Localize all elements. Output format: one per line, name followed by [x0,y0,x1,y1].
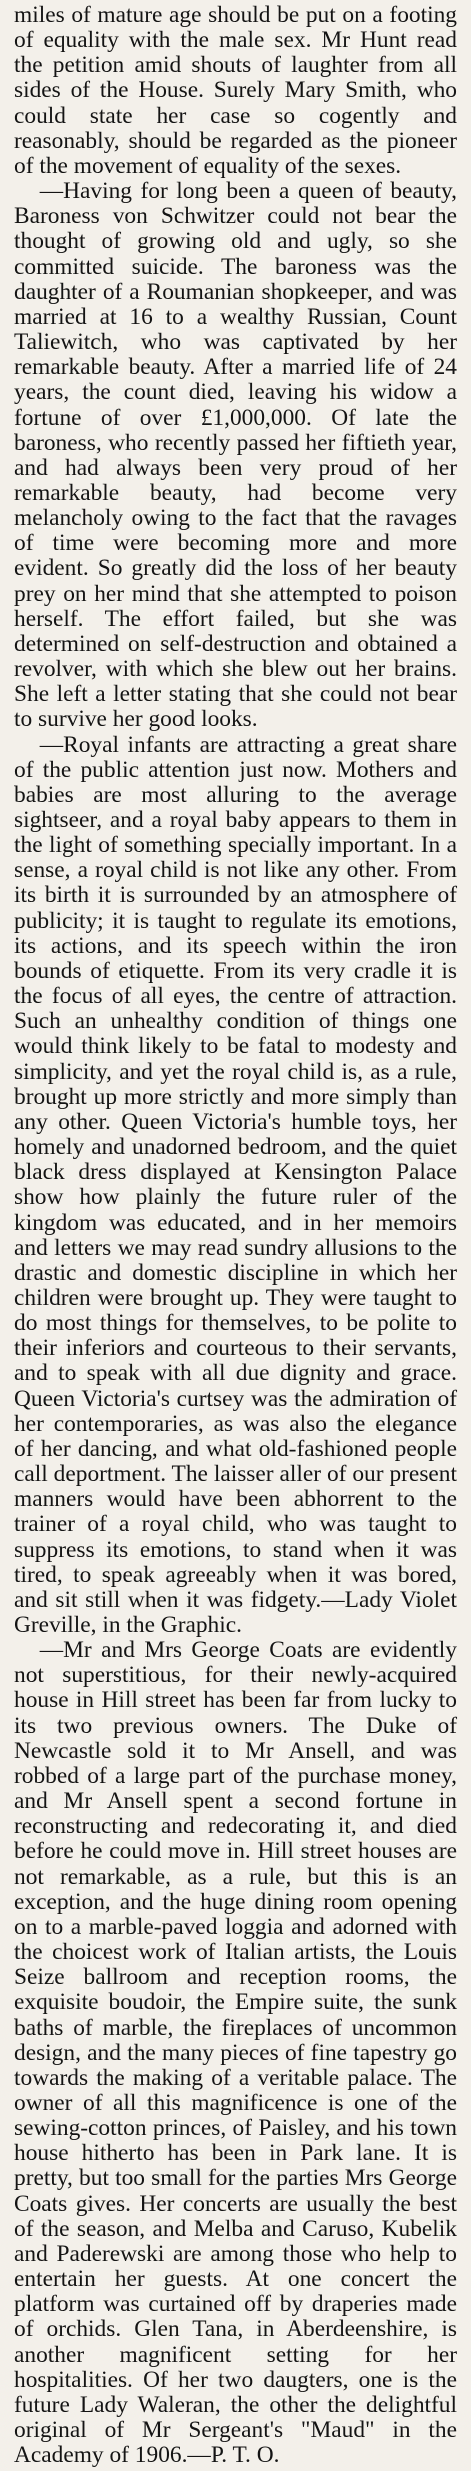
article-paragraph-suffrage-petition: miles of mature age should be put on a footing of equality with the male sex. Mr Hunt read the petition amid shouts of laughter from all sides of the House. Surely Mary Smith, who could state her case so cogently and reasonably, should be regarded as the pioneer of the movement of equality of the sexes. [14,2,457,179]
article-paragraph-george-coats-house: —Mr and Mrs George Coats are evidently not superstitious, for their newly-acquired house in Hill street has been far from lucky to its two previous owners. The Duke of Newcastle sold it to Mr Ansell, and was robbed of a large part of the purchase money, and Mr Ansell spent a second fortune in reconstructing and redecorating it, and died before he could move in. Hill street houses are not remarkable, as a rule, but this is an exception, and the huge dining room opening on to a marble-paved loggia and adorned with the choicest work of Italian artists, the Louis Seize ballroom and reception rooms, the exquisite boudoir, the Empire suite, the sunk baths of marble, the fireplaces of uncommon design, and the many pieces of fine tapestry go towards the making of a veritable palace. The owner of all this magnificence is one of the sewing-cotton princes, of Paisley, and his town house hitherto has been in Park lane. It is pretty, but too small for the parties Mrs George Coats gives. Her concerts are usually the best of the season, and Melba and Caruso, Kubelik and Paderewski are among those who help to entertain her guests. At one concert the platform was curtained off by draperies made of orchids. Glen Tana, in Aberdeenshire, is another magnificent setting for her hospitalities. Of her two daugters, one is the future Lady Waleran, the other the delightful original of Mr Sergeant's "Maud" in the Academy of 1906.—P. T. O. [14,1637,457,2469]
article-paragraph-baroness-von-schwitzer: —Having for long been a queen of beauty, Baroness von Schwitzer could not bear the thought of growing old and ugly, so she committed suicide. The baroness was the daughter of a Roumanian shopkeeper, and was married at 16 to a wealthy Russian, Count Taliewitch, who was captivated by her remarkable beauty. After a married life of 24 years, the count died, leaving his widow a fortune of over £1,000,000. Of late the baroness, who recently passed her fiftieth year, and had always been very proud of her remarkable beauty, had become very melancholy owing to the fact that the ravages of time were becoming more and more evident. So greatly did the loss of her beauty prey on her mind that she attempted to poison herself. The effort failed, but she was determined on self-destruction and obtained a revolver, with which she blew out her brains. She left a letter stating that she could not bear to survive her good looks. [14,178,457,733]
article-paragraph-royal-infants: —Royal infants are attracting a great share of the public attention just now. Mothers and babies are most alluring to the average sightseer, and a royal baby appears to them in the light of something specially important. In a sense, a royal child is not like any other. From its birth it is surrounded by an atmosphere of publicity; it is taught to regulate its emotions, its actions, and its speech within the iron bounds of etiquette. From its very cradle it is the focus of all eyes, the centre of attraction. Such an unhealthy condition of things one would think likely to be fatal to modesty and simplicity, and yet the royal child is, as a rule, brought up more strictly and more simply than any other. Queen Victoria's humble toys, her homely and unadorned bedroom, and the quiet black dress displayed at Kensington Palace show how plainly the future ruler of the kingdom was educated, and in her memoirs and letters we may read sundry allusions to the drastic and domestic discipline in which her children were brought up. They were taught to do most things for themselves, to be polite to their inferiors and courteous to their servants, and to speak with all due dignity and grace. Queen Victoria's curtsey was the admiration of her contemporaries, as was also the elegance of her dancing, and what old-fashioned people call deportment. The laisser aller of our present manners would have been abhorrent to the trainer of a royal child, who was taught to suppress its emotions, to stand when it was tired, to speak agreeably when it was bored, and sit still when it was fidgety.—Lady Violet Greville, in the Graphic. [14,731,457,1638]
